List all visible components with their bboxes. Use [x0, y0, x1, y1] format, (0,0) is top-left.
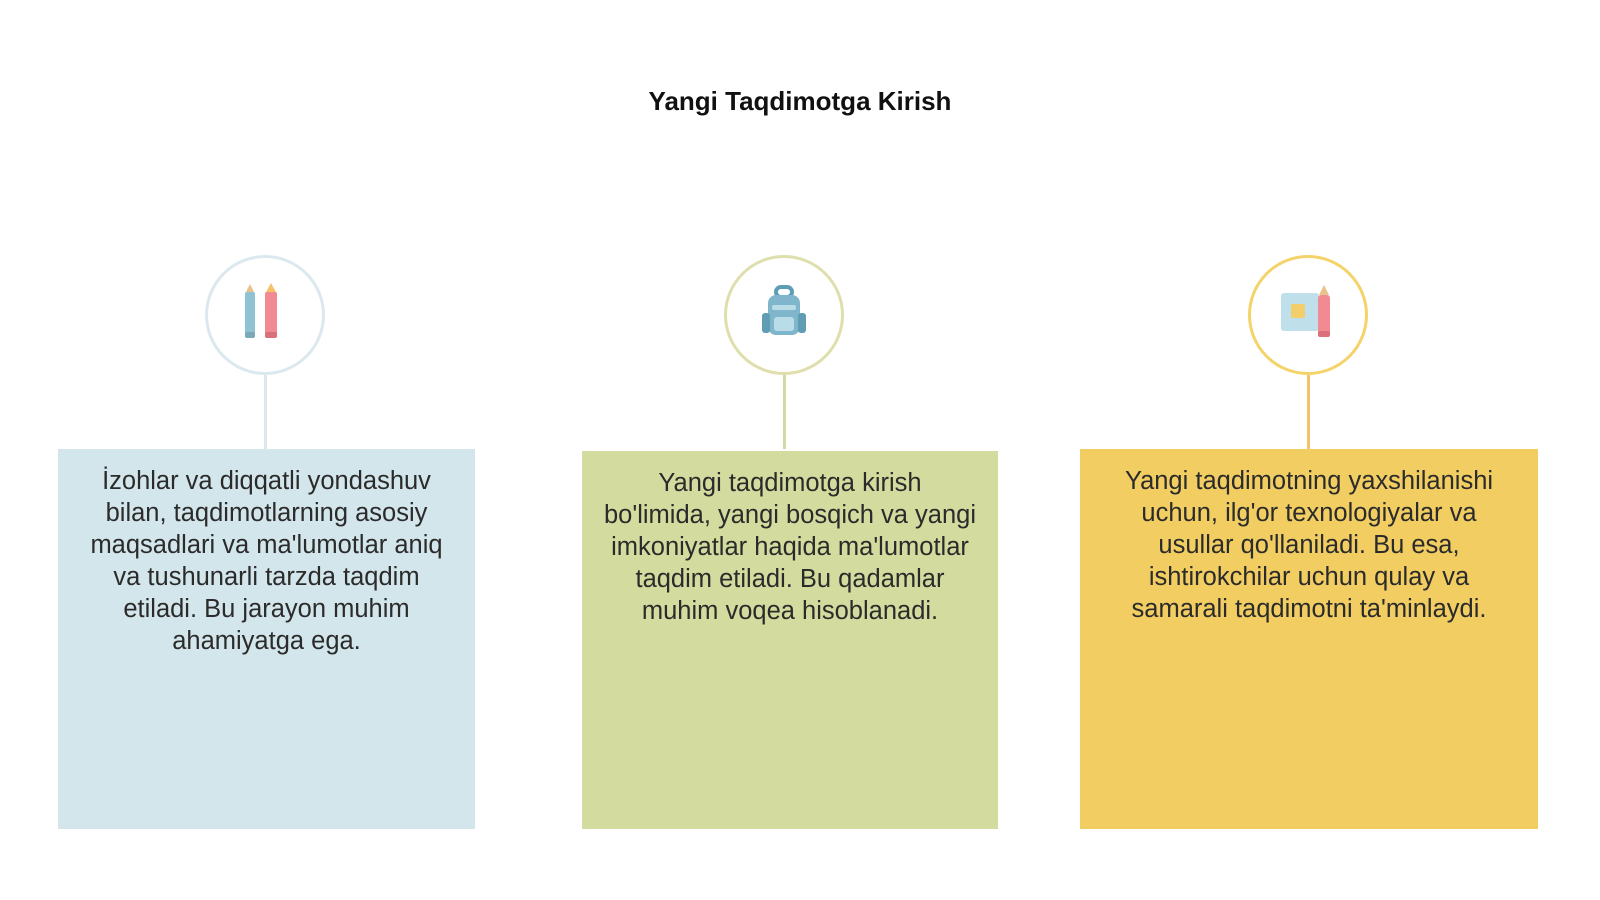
step-2-text: Yangi taqdimotga kirish bo'limida, yangi bosqich va yangi imkoniyatlar haqida ma'lumotlar taqdim etiladi. Bu qadamlar muhim voqea hisoblanadi. — [603, 469, 976, 625]
step-3-icon-circle — [1248, 255, 1368, 375]
slide-title: Yangi Taqdimotga Kirish — [648, 86, 952, 116]
backpack-icon — [754, 283, 814, 348]
step-1-icon-circle — [205, 255, 325, 375]
step-3-connector — [1307, 375, 1310, 449]
step-2-card — [582, 451, 998, 829]
step-2-connector — [783, 375, 786, 449]
pencils-icon — [237, 282, 293, 349]
step-1-text: İzohlar va diqqatli yondashuv bilan, taqdimotlarning asosiy maqsadlari va ma'lumotlar aniq va tushunarli tarzda taqdim etiladi. Bu jarayon muhim ahamiyatga ega. — [90, 467, 443, 655]
step-2-icon-circle — [724, 255, 844, 375]
step-3-card — [1080, 449, 1538, 829]
step-1-connector — [264, 375, 267, 449]
step-1-card — [58, 449, 475, 829]
step-3-text: Yangi taqdimotning yaxshilanishi uchun, ilg'or texnologiyalar va usullar qo'llaniladi. Bu esa, ishtirokchilar uchun qulay va samarali taqdimotni ta'minlaydi. — [1124, 467, 1494, 623]
picture-pencil-icon — [1277, 283, 1339, 348]
